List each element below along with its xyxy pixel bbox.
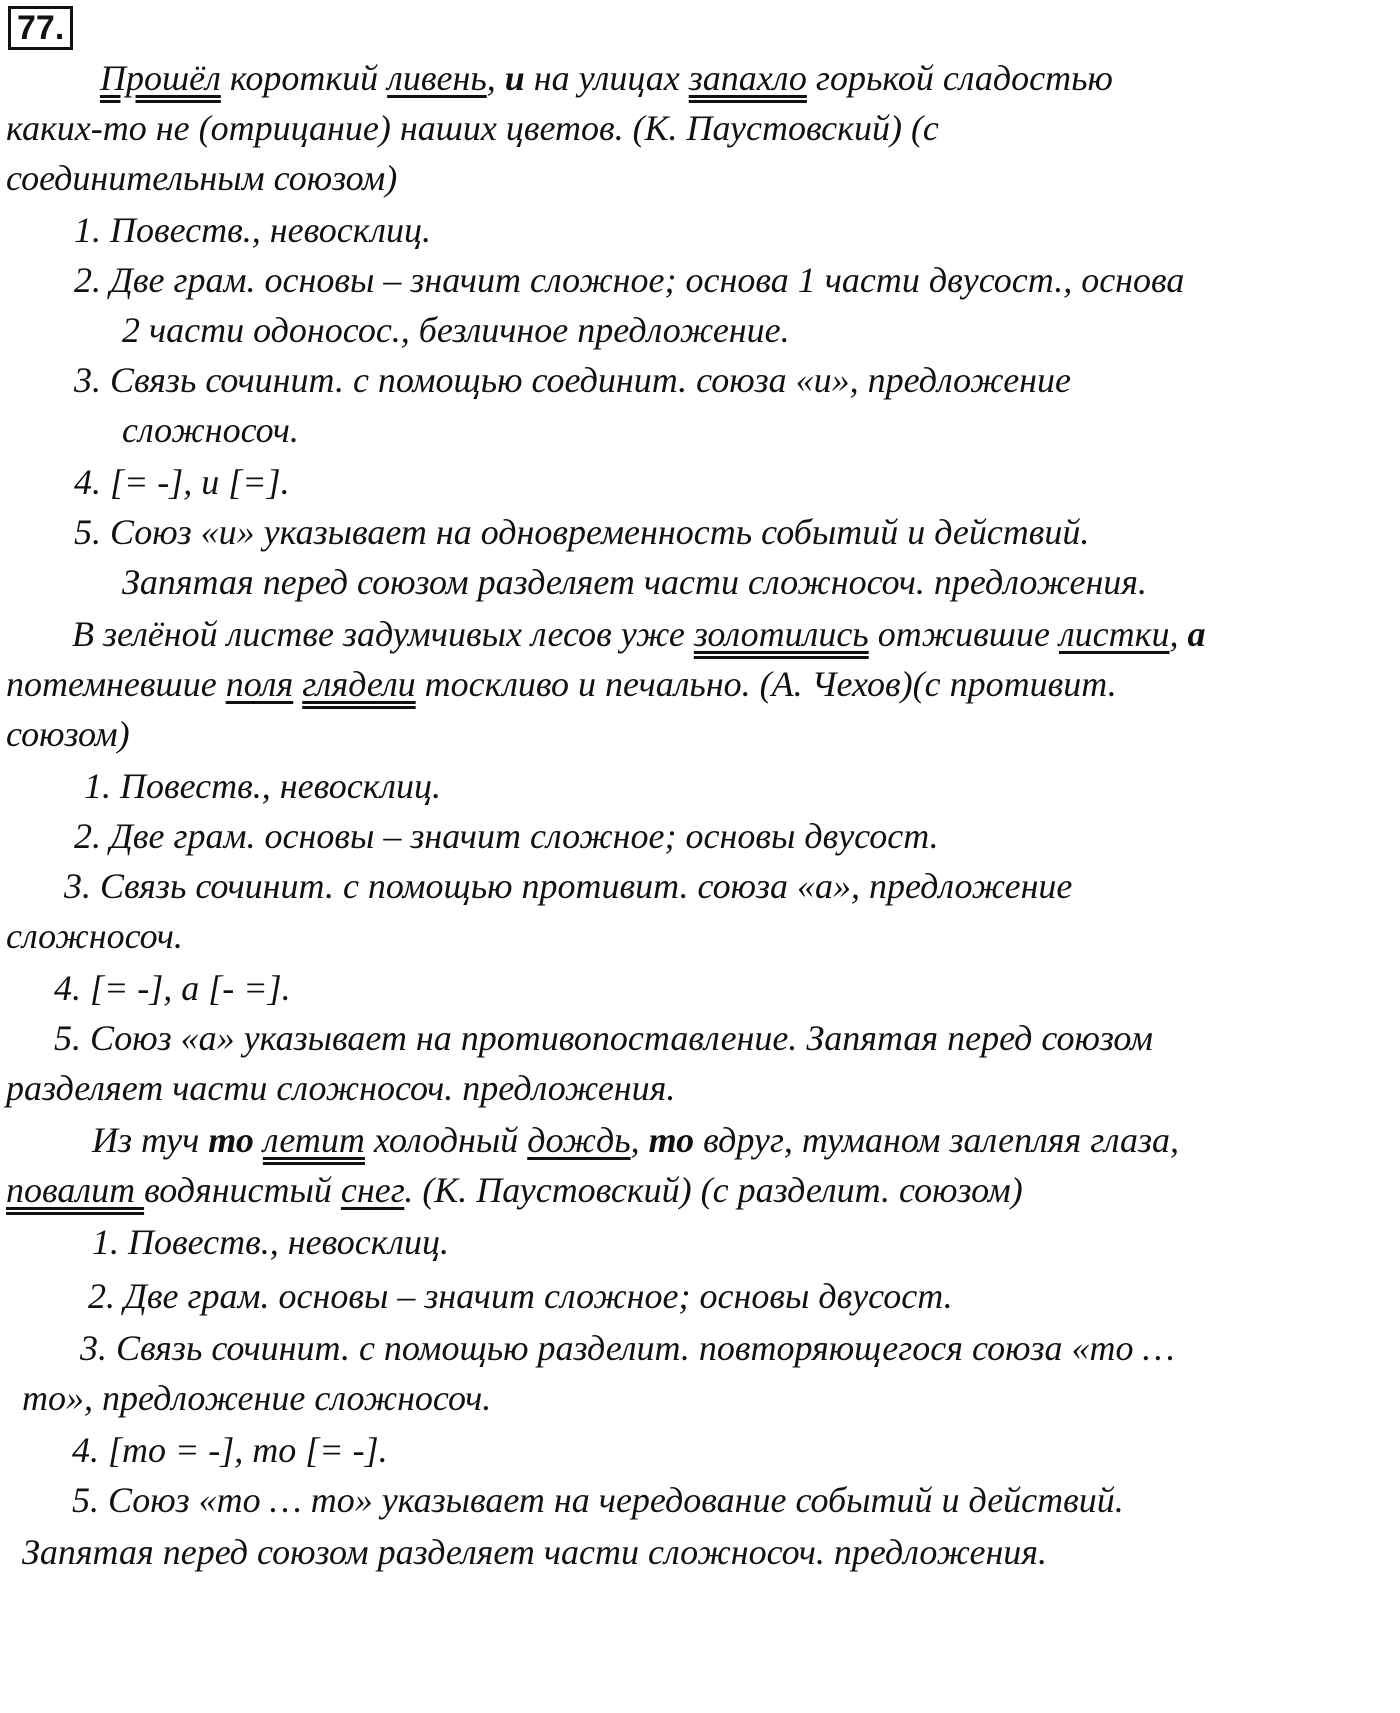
sentence-1-line-3: соединительным союзом) (6, 158, 398, 198)
subject: листки (1058, 614, 1170, 654)
analysis-item-cont: сложносоч. (122, 410, 299, 450)
analysis-item: 3. Связь сочинит. с помощью противит. союза «а», предложение (64, 866, 1073, 906)
sentence-1-line-2: каких-то не (отрицание) наших цветов. (К. Паустовский) (с (6, 108, 939, 148)
sentence-1-line-1 (100, 56, 1113, 100)
analysis-item-cont: Запятая перед союзом разделяет части сложносоч. предложения. (22, 1532, 1048, 1572)
conjunction: а (1187, 614, 1206, 654)
analysis-item: 3. Связь сочинит. с помощью соединит. союза «и», предложение (74, 360, 1072, 400)
analysis-item-cont: 2 части одоносос., безличное предложение. (122, 310, 790, 350)
text: . (К. Паустовский) (с разделит. союзом) (404, 1170, 1023, 1210)
conjunction: то (208, 1120, 254, 1160)
text: водянистый (144, 1170, 341, 1210)
analysis-item: 4. [= -], и [=]. (74, 462, 290, 502)
text: Из туч (92, 1120, 209, 1160)
text: потемневшие (6, 664, 226, 704)
text: В зелёной листве задумчивых лесов уже (72, 614, 694, 654)
sentence-3-line-2 (6, 1168, 1023, 1212)
text: , (1169, 614, 1188, 654)
analysis-item: 3. Связь сочинит. с помощью разделит. повторяющегося союза «то … (80, 1328, 1175, 1368)
predicate: повалит (6, 1170, 145, 1210)
text: на улицах (524, 58, 689, 98)
text: , (630, 1120, 649, 1160)
text: холодный (364, 1120, 528, 1160)
sentence-3-line-1 (92, 1118, 1179, 1162)
conjunction: и (504, 58, 525, 98)
text: горькой сладостью (806, 58, 1113, 98)
sentence-2-line-3: союзом) (6, 714, 130, 754)
analysis-item-cont: разделяет части сложносоч. предложения. (6, 1068, 676, 1108)
analysis-item: 1. Повеств., невосклиц. (92, 1222, 449, 1262)
analysis-item: 1. Повеств., невосклиц. (74, 210, 431, 250)
text: тоскливо и печально. (А. Чехов)(с противит. (415, 664, 1117, 704)
conjunction: то (648, 1120, 695, 1160)
analysis-item: 5. Союз «то … то» указывает на чередование событий и действий. (72, 1480, 1124, 1520)
text: вдруг, туманом залепляя глаза, (694, 1120, 1180, 1160)
subject: поля (225, 664, 294, 704)
analysis-item: 2. Две грам. основы – значит сложное; основа 1 части двусост., основа (74, 260, 1185, 300)
sentence-2-line-2 (6, 662, 1117, 706)
analysis-item-cont: то», предложение сложносоч. (22, 1378, 492, 1418)
text (254, 1120, 263, 1160)
analysis-item: 2. Две грам. основы – значит сложное; основы двусост. (74, 816, 939, 856)
analysis-item: 4. [то = -], то [= -]. (72, 1430, 388, 1470)
analysis-item-cont: сложносоч. (6, 916, 183, 956)
analysis-item: 5. Союз «а» указывает на противопоставление. Запятая перед союзом (54, 1018, 1154, 1058)
sentence-2-line-1 (72, 612, 1205, 656)
subject: ливень (387, 58, 487, 98)
predicate: летит (262, 1120, 365, 1160)
analysis-item: 2. Две грам. основы – значит сложное; основы двусост. (88, 1276, 953, 1316)
analysis-item-cont: Запятая перед союзом разделяет части сложносоч. предложения. (122, 562, 1148, 602)
predicate: запахло (688, 58, 807, 98)
analysis-item: 1. Повеств., невосклиц. (84, 766, 441, 806)
predicate: золотились (693, 614, 869, 654)
analysis-item: 4. [= -], а [- =]. (54, 968, 291, 1008)
predicate: глядели (302, 664, 416, 704)
text: отжившие (868, 614, 1059, 654)
predicate: Прошёл (100, 58, 221, 98)
text: короткий (220, 58, 388, 98)
text: , (486, 58, 505, 98)
task-number: 77. (8, 6, 73, 50)
text (293, 664, 302, 704)
subject: дождь (527, 1120, 631, 1160)
subject: снег (340, 1170, 405, 1210)
analysis-item: 5. Союз «и» указывает на одновременность событий и действий. (74, 512, 1090, 552)
